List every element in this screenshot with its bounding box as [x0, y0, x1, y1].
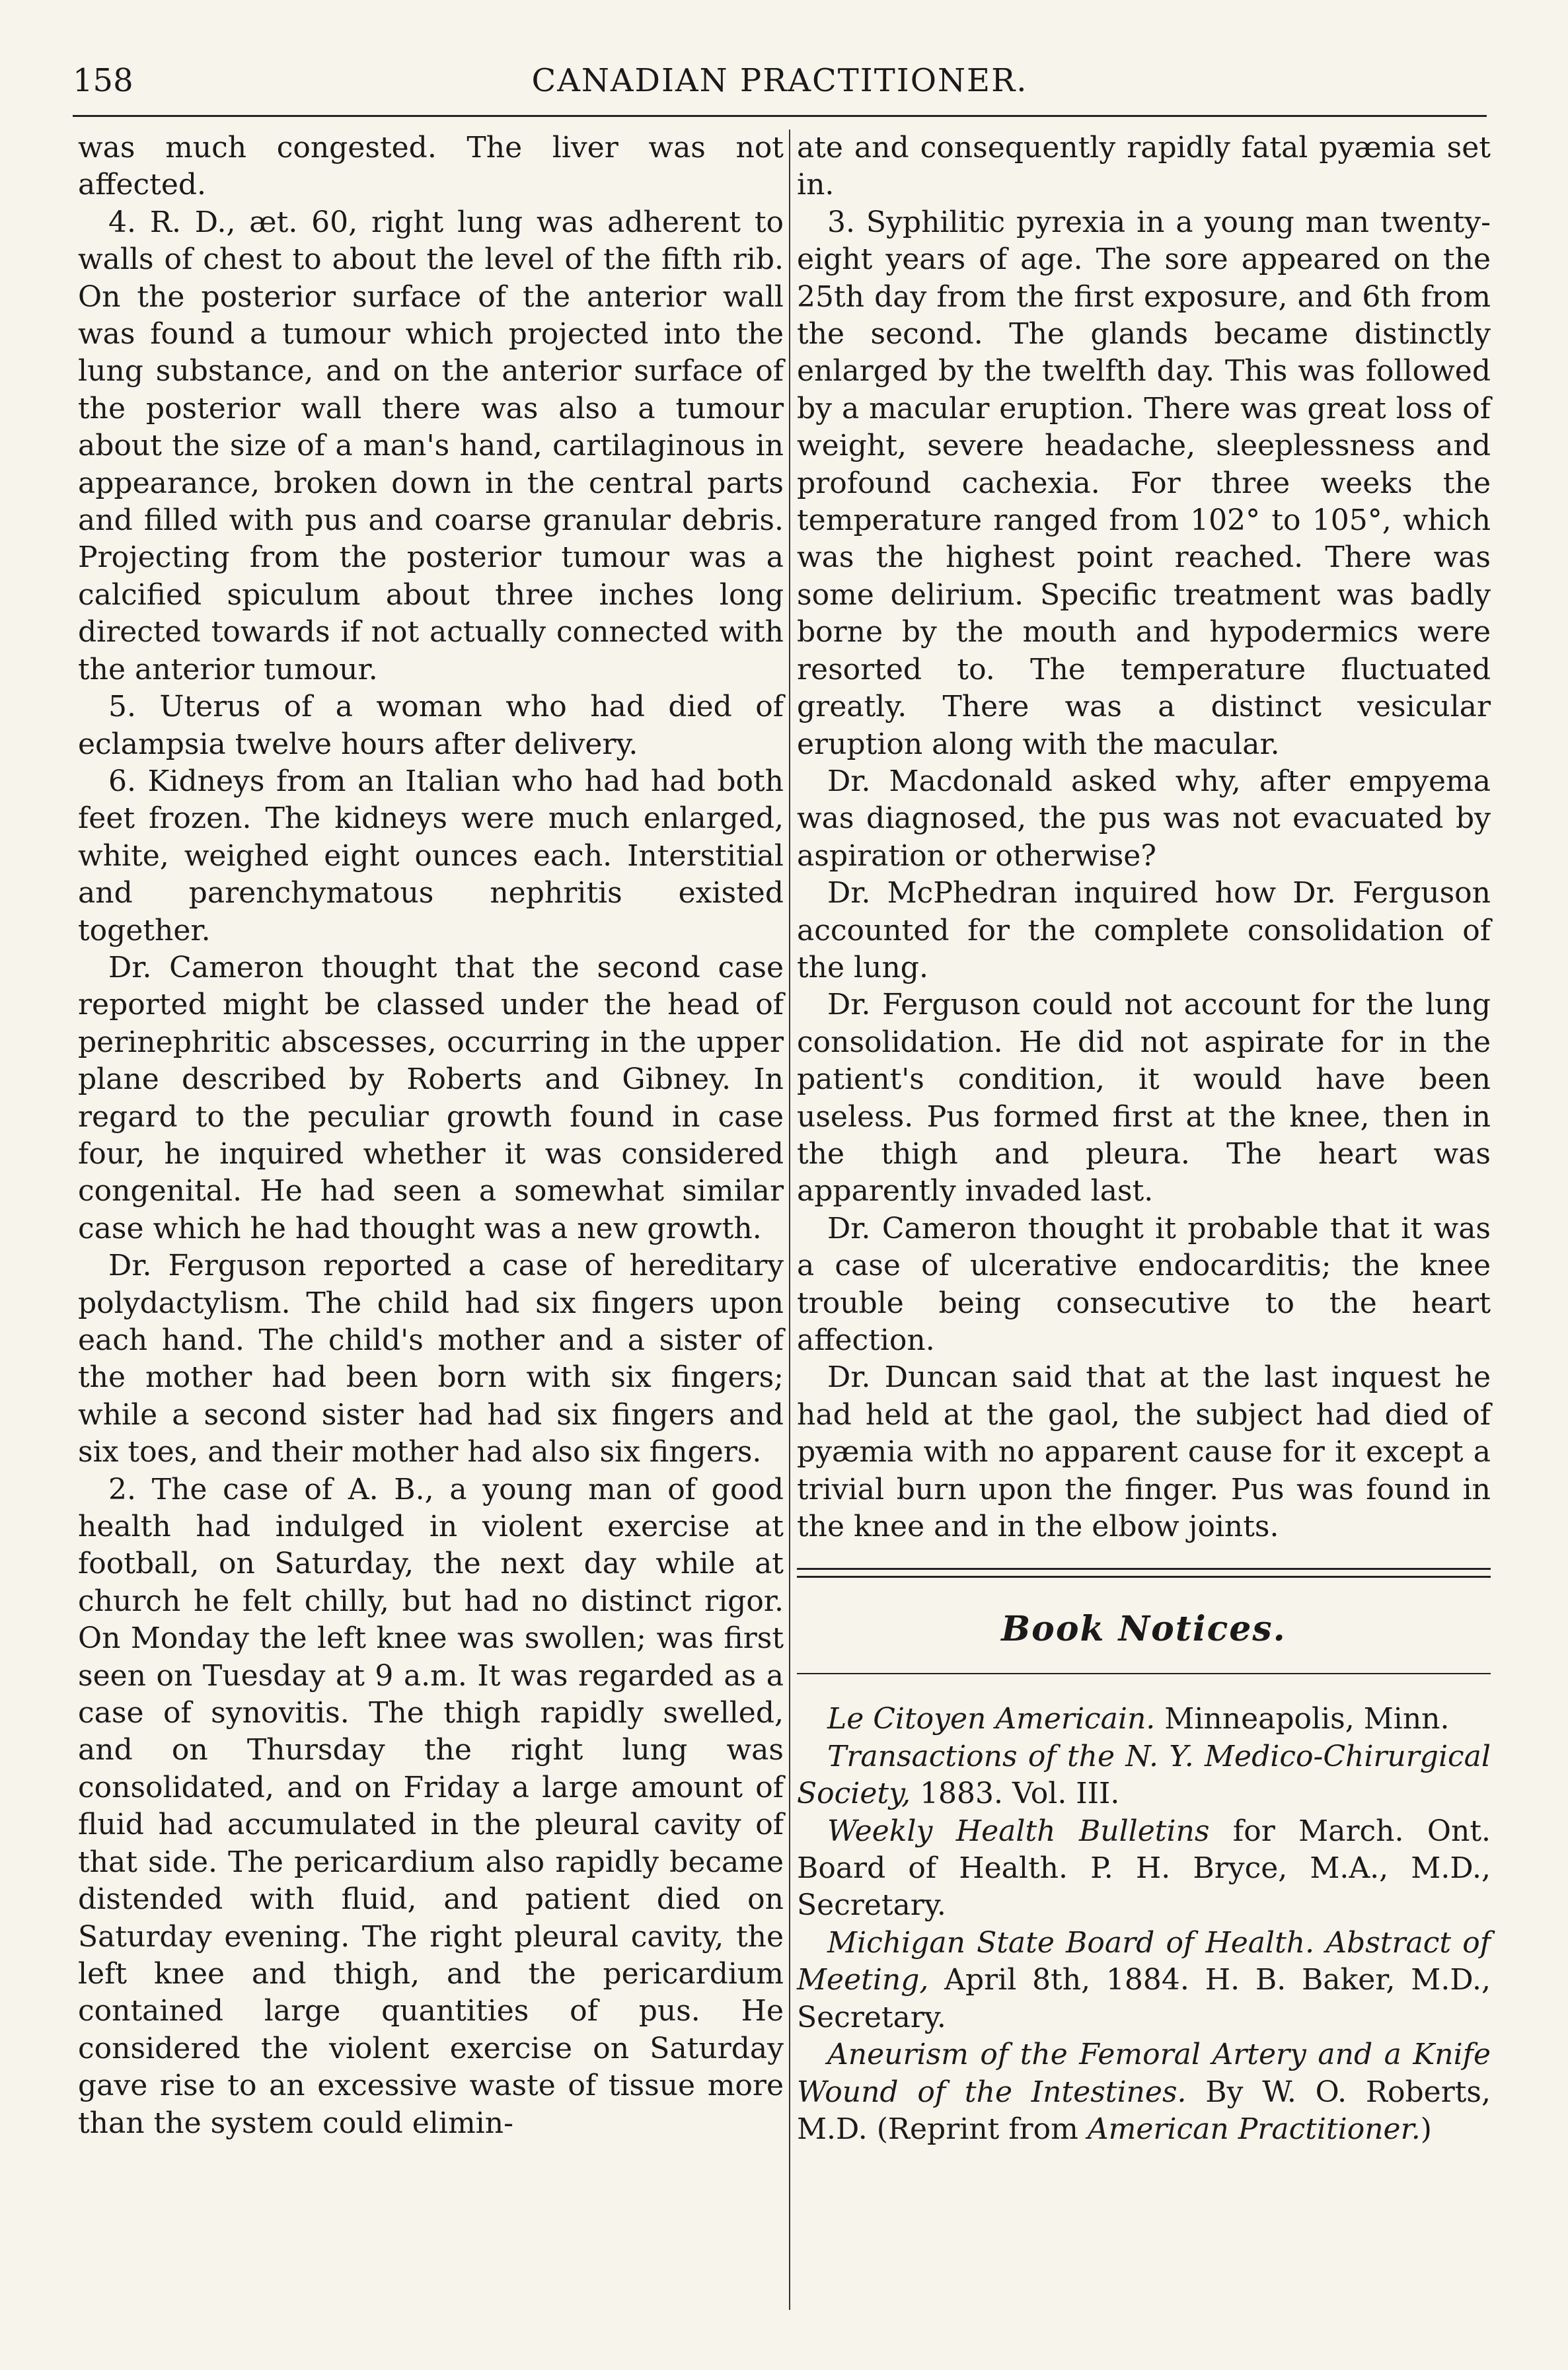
paragraph: 4. R. D., æt. 60, right lung was adherent to walls of chest to about the level of the fifth rib. On the posterior surface of the anterior wall was found a tumour which projected into the lung substance, and on the anterior surface of the posterior wall there was also a tumour about the size of a man's hand, cartilaginous in appearance, broken down in the central parts and filled with pus and coarse granular debris. Projecting from the posterior tumour was a calcified spiculum about three inches long directed towards if not actually connected with the anterior tumour.	[78, 205, 784, 686]
section-double-rule	[797, 1568, 1491, 1578]
paragraph: ate and consequently rapidly fatal pyæmia set in.	[797, 131, 1491, 202]
paragraph: 5. Uterus of a woman who had died of eclampsia twelve hours after delivery.	[78, 690, 784, 761]
section-heading: Book Notices.	[1001, 1609, 1287, 1650]
left-column	[78, 130, 784, 2142]
book-title: Aneurism of the Femoral Artery and a Knife Wound of the Intestines.	[797, 2038, 1491, 2109]
paragraph: Dr. Duncan said that at the last inquest he had held at the gaol, the subject had died of pyæmia with no apparent cause for it except a trivial burn upon the finger. Pus was found in the knee and in the elbow joints.	[797, 1360, 1491, 1544]
book-details: Minneapolis, Minn.	[1155, 1702, 1450, 1736]
book-notice	[797, 1925, 1491, 2036]
book-notice	[797, 1701, 1491, 1738]
book-title: Le Citoyen Americain.	[827, 1702, 1156, 1736]
column-divider	[789, 130, 790, 2310]
paragraph: Dr. McPhedran inquired how Dr. Ferguson accounted for the complete consolidation of the lung.	[797, 876, 1491, 984]
header-rule	[73, 115, 1487, 117]
book-notice	[797, 1813, 1491, 1925]
book-title: Transactions of the N. Y. Medico-Chirurgical Society,	[797, 1739, 1491, 1811]
book-details: 1883. Vol. III.	[911, 1777, 1120, 1811]
book-source: American Practitioner.	[1087, 2112, 1421, 2146]
paragraph: 6. Kidneys from an Italian who had had both feet frozen. The kidneys were much enlarged, white, weighed eight ounces each. Interstitial and parenchymatous nephritis existed together.	[78, 764, 784, 947]
paragraph: 2. The case of A. B., a young man of good health had indulged in violent exercise at football, on Saturday, the next day while at church he felt chilly, but had no distinct rigor. On Monday the left knee was swollen; was first seen on Tuesday at 9 a.m. It was regarded as a case of synovitis. The thigh rapidly swelled, and on Thursday the right lung was consolidated, and on Friday a large amount of fluid had accumulated in the pleural cavity of that side. The pericardium also rapidly became distended with fluid, and patient died on Saturday evening. The right pleural cavity, the left knee and thigh, and the pericardium contained large quantities of pus. He considered the violent exercise on Saturday gave rise to an excessive waste of tissue more than the system could elimin-	[78, 1472, 784, 2140]
paragraph: Dr. Cameron thought that the second case reported might be classed under the head of perinephritic abscesses, occurring in the upper plane described by Roberts and Gibney. In regard to the peculiar growth found in case four, he inquired whether it was considered congenital. He had seen a somewhat similar case which he had thought was a new growth.	[78, 950, 784, 1245]
paragraph: 3. Syphilitic pyrexia in a young man twenty-eight years of age. The sore appeared on the 25th day from the first exposure, and 6th from the second. The glands became distinctly enlarged by the twelfth day. This was followed by a macular eruption. There was great loss of weight, severe headache, sleeplessness and profound cachexia. For three weeks the temperature ranged from 102° to 105°, which was the highest point reached. There was some delirium. Specific treatment was badly borne by the mouth and hypodermics were resorted to. The temperature fluctuated greatly. There was a distinct vesicular eruption along with the macular.	[797, 205, 1491, 761]
right-column	[797, 130, 1491, 2148]
page-header	[73, 58, 1487, 111]
book-details: By W. O. Roberts, M.D. (Reprint from	[797, 2075, 1491, 2146]
running-title: CANADIAN PRACTITIONER.	[531, 62, 1028, 99]
book-notice	[797, 1738, 1491, 1813]
book-details-end: )	[1420, 2112, 1432, 2146]
paragraph: was much congested. The liver was not affected.	[78, 131, 784, 202]
book-notice	[797, 2036, 1491, 2148]
paragraph: Dr. Ferguson could not account for the lung consolidation. He did not aspirate for in the patient's condition, it would have been useless. Pus formed first at the knee, then in the thigh and pleura. The heart was apparently invaded last.	[797, 988, 1491, 1208]
book-title: Weekly Health Bulletins	[827, 1814, 1210, 1848]
paragraph: Dr. Cameron thought it probable that it was a case of ulcerative endocarditis; the knee trouble being consecutive to the heart affection.	[797, 1211, 1491, 1357]
section-rule	[797, 1673, 1491, 1674]
paragraph: Dr. Ferguson reported a case of hereditary polydactylism. The child had six fingers upon each hand. The child's mother and a sister of the mother had been born with six fingers; while a second sister had had six fingers and six toes, and their mother had also six fingers.	[78, 1249, 784, 1469]
book-details: for March. Ont. Board of Health. P. H. Bryce, M.A., M.D., Secretary.	[797, 1814, 1491, 1923]
book-title: Michigan State Board of Health. Abstract of Meeting,	[797, 1925, 1491, 1997]
page-number: 158	[73, 62, 133, 99]
book-details: April 8th, 1884. H. B. Baker, M.D., Secretary.	[797, 1963, 1491, 2034]
paragraph: Dr. Macdonald asked why, after empyema was diagnosed, the pus was not evacuated by aspiration or otherwise?	[797, 764, 1491, 873]
